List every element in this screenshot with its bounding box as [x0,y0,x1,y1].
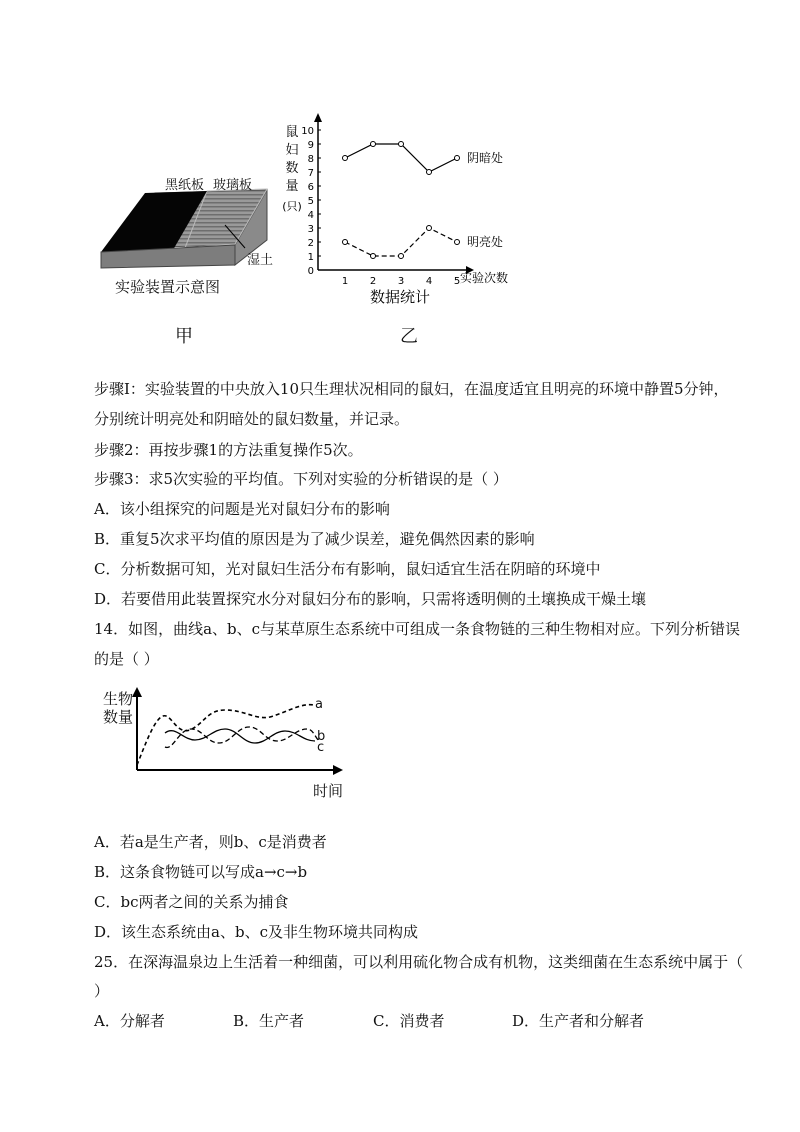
y-tick-label: 9 [307,140,314,151]
ylabel-line2: 数量 [103,708,134,726]
y-tick-label: 8 [307,154,314,165]
step1-line2: 分别统计明亮处和阴暗处的鼠妇数量，并记录。 [94,410,410,428]
data-point [399,142,404,147]
q25-option-a: A．分解者 [94,1012,165,1030]
y-label-unit: (只) [282,200,302,213]
x-tick-label: 3 [397,276,405,287]
y-tick-label: 2 [307,238,314,249]
curve-b-label: b [317,729,326,744]
y-tick-label: 5 [307,196,314,207]
panel-label-yi: 乙 [400,326,418,347]
y-tick-label: 4 [307,210,314,221]
q25-stem-line1: 25．在深海温泉边上生活着一种细菌，可以利用硫化物合成有机物，这类细菌在生态系统中属于（ [94,953,744,971]
series-line [345,228,457,256]
x-tick-label: 1 [341,276,349,287]
y-tick-label: 3 [307,224,314,235]
q14-option-b: B．这条食物链可以写成a→c→b [94,863,308,881]
xlabel-time: 时间 [313,782,344,800]
q25-stem-line2: ） [94,982,110,1000]
y-axis-arrow [314,113,322,122]
q14-stem-line1: 14．如图，曲线a、b、c与某草原生态系统中可组成一条食物链的三种生物相对应。下列分析错误 [94,620,741,638]
y-label-char: 量 [285,179,299,194]
q14-option-a: A．若a是生产者，则b、c是消费者 [94,833,327,851]
step3-text: 步骤3：求5次实验的平均值。下列对实验的分析错误的是（ ） [94,470,508,488]
black-board-label: 黑纸板 [165,178,205,193]
step1-line1: 步骤I：实验装置的中央放入10只生理状况相同的鼠妇，在温度适宜且明亮的环境中静置5分钟， [94,380,729,398]
y-label-char: 妇 [285,143,299,158]
q13-option-d: D．若要借用此装置探究水分对鼠妇分布的影响，只需将透明侧的土壤换成干燥土壤 [94,590,647,608]
woodlouse-count-chart [280,110,520,305]
x-tick-label: 2 [369,276,377,287]
y-label-char: 数 [285,161,299,176]
step2-text: 步骤2：再按步骤1的方法重复操作5次。 [94,441,363,459]
q13-option-a: A．该小组探究的问题是光对鼠妇分布的影响 [94,500,390,518]
y-tick-label: 7 [307,168,314,179]
y-tick-label: 1 [307,252,314,263]
data-point [427,226,432,231]
q14-stem-line2: 的是（ ） [94,650,159,668]
chart-title: 数据统计 [370,288,431,305]
data-point [455,240,460,245]
panel-label-jia: 甲 [175,326,193,347]
data-point [343,156,348,161]
curve-c-label: c [317,740,325,755]
data-point [399,254,404,259]
y-tick-label: 6 [307,182,314,193]
q14-option-c: C．bc两者之间的关系为捕食 [94,893,289,911]
q14-option-d: D．该生态系统由a、b、c及非生物环境共同构成 [94,923,418,941]
y-label-char: 鼠 [285,125,299,140]
glass-board-label: 玻璃板 [213,178,253,193]
x-tick-label: 4 [425,276,433,287]
data-point [343,240,348,245]
q13-option-b: B．重复5次求平均值的原因是为了减少误差，避免偶然因素的影响 [94,530,535,548]
q13-option-c: C．分析数据可知，光对鼠妇生活分布有影响，鼠妇适宜生活在阴暗的环境中 [94,560,601,578]
y-tick-label: 0 [307,266,314,277]
x-axis-label: 实验次数 [460,271,509,285]
y-tick-label: 10 [301,126,314,137]
series-label: 明亮处 [467,235,504,249]
q25-option-b: B．生产者 [233,1012,305,1030]
x-tick-label: 5 [453,276,461,287]
q25-option-d: D．生产者和分解者 [512,1012,645,1030]
data-point [371,254,376,259]
q25-option-c: C．消费者 [373,1012,445,1030]
apparatus-caption: 实验装置示意图 [115,278,221,296]
data-point [427,170,432,175]
data-point [371,142,376,147]
ylabel-line1: 生物 [103,690,134,708]
curve-a-label: a [315,697,323,712]
series-line [345,144,457,172]
series-label: 阴暗处 [467,151,504,165]
data-point [455,156,460,161]
wet-soil-label: 湿土 [247,253,274,268]
